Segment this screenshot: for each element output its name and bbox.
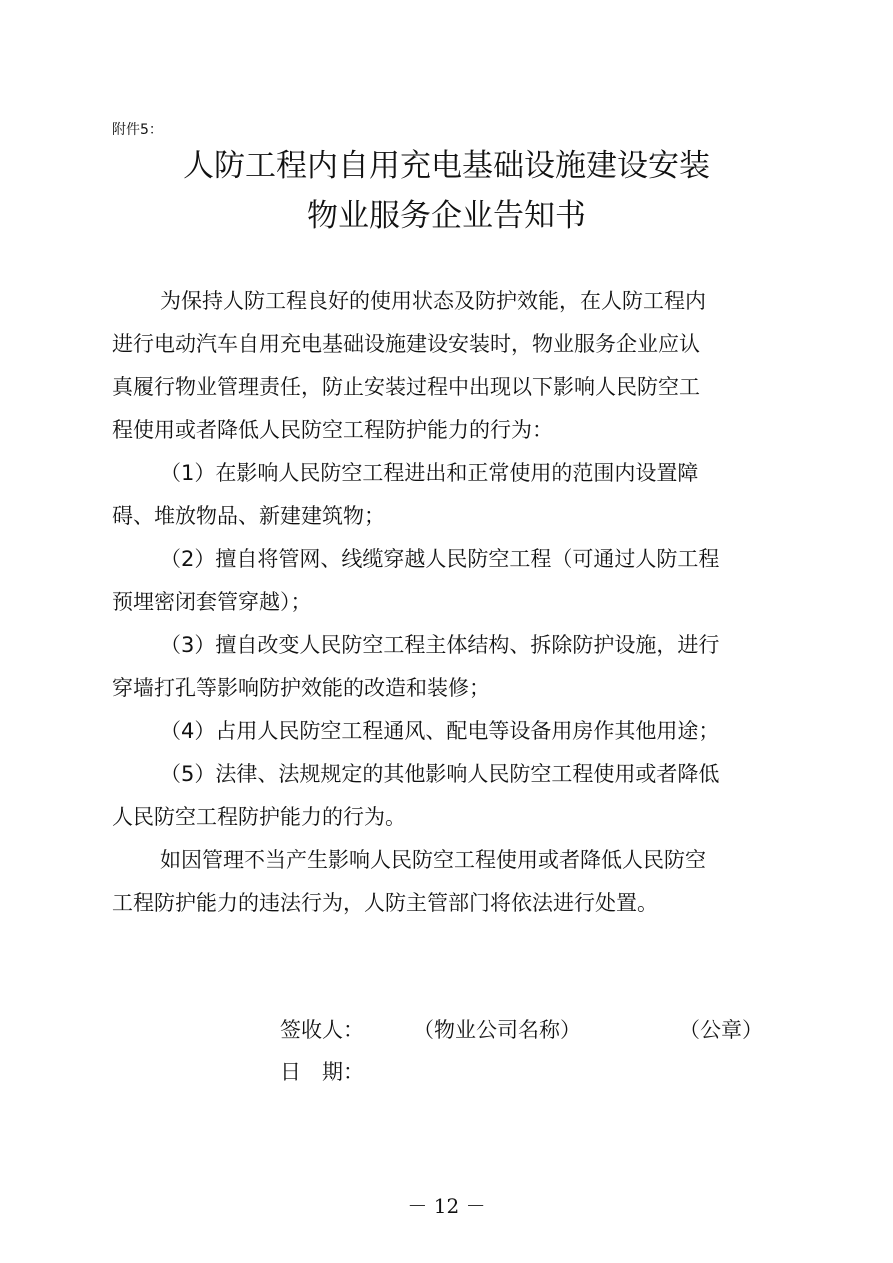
- body-line: （3）擅自改变人民防空工程主体结构、拆除防护设施，进行: [160, 633, 720, 657]
- body-line: 进行电动汽车自用充电基础设施建设安装时，物业服务企业应认: [112, 332, 700, 356]
- body-line: 为保持人防工程良好的使用状态及防护效能，在人防工程内: [160, 289, 706, 313]
- seal-placeholder: （公章）: [679, 1018, 763, 1042]
- body-line: 碍、堆放物品、新建建筑物；: [112, 504, 385, 528]
- body-line: 如因管理不当产生影响人民防空工程使用或者降低人民防空: [160, 848, 706, 872]
- page-number: － 12 －: [407, 1194, 486, 1218]
- attachment-label: 附件5：: [112, 122, 163, 138]
- body-line: （5）法律、法规规定的其他影响人民防空工程使用或者降低: [160, 762, 720, 786]
- body-line: 工程防护能力的违法行为，人防主管部门将依法进行处置。: [112, 891, 658, 915]
- body-line: 穿墙打孔等影响防护效能的改造和装修；: [112, 676, 490, 700]
- recipient-label: 签收人：: [280, 1018, 364, 1042]
- body-line: 人民防空工程防护能力的行为。: [112, 805, 406, 829]
- company-name-placeholder: （物业公司名称）: [413, 1018, 581, 1042]
- body-line: 程使用或者降低人民防空工程防护能力的行为：: [112, 418, 553, 442]
- body-line: （2）擅自将管网、线缆穿越人民防空工程（可通过人防工程: [160, 547, 720, 571]
- document-title-line-1: 人防工程内自用充电基础设施建设安装: [183, 148, 710, 184]
- body-line: 预埋密闭套管穿越）；: [112, 590, 312, 614]
- body-line: （1）在影响人民防空工程进出和正常使用的范围内设置障: [160, 461, 699, 485]
- body-line: （4）占用人民防空工程通风、配电等设备用房作其他用途；: [160, 719, 720, 743]
- document-title-line-2: 物业服务企业告知书: [307, 198, 586, 234]
- body-line: 真履行物业管理责任，防止安装过程中出现以下影响人民防空工: [112, 375, 700, 399]
- date-label: 日 期：: [280, 1060, 364, 1084]
